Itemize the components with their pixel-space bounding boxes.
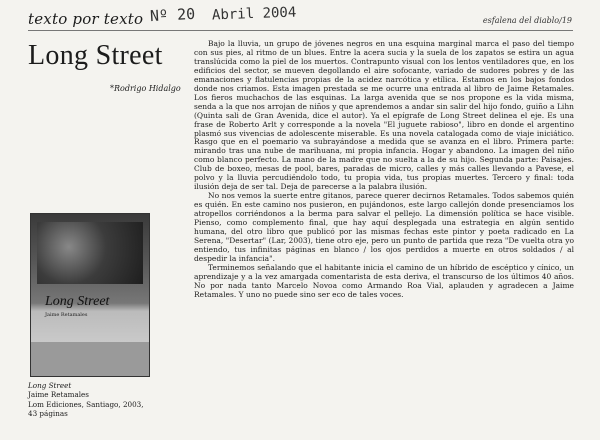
- book-caption: [28, 381, 178, 418]
- article-title: Long Street: [28, 40, 163, 71]
- article-author: *Rodrigo Hidalgo: [110, 84, 181, 93]
- page-folio: esfalena del diablo/19: [482, 16, 572, 25]
- book-cover-band: [31, 342, 149, 376]
- article-paragraph: No nos vemos la suerte entre gitanos, parece querer decirnos Retamales. Todos sabemos quién es quién. En este camino nos pusieron, en pujándonos, este largo callejón donde presenciamos los atropellos corriéndonos a la berma para salvar el pellejo. La dimensión política se hace visible. Pienso, como complemento final, que hay aquí desplegada una estrategia en algún sentido humana, del otro libro que publicó por las mismas fechas este pintor y poeta radicado en La Serena, "Desertar" (Lar, 2003), tiene otro eje, pero un punto de partida que reza "De vuelta otra yo entiendo, tus infinitas páginas en blanco / los ojos perdidos a muerte en otros soldados / al despedir la infancia".: [194, 191, 574, 263]
- caption-line: Jaime Retamales: [28, 390, 89, 400]
- article-body: [194, 40, 574, 436]
- book-cover-image: [30, 213, 150, 377]
- handwritten-issue-number: Nº 20: [149, 4, 196, 26]
- book-cover-subtitle: Jaime Retamales: [45, 312, 88, 318]
- caption-line: 43 páginas: [28, 408, 68, 418]
- article-paragraph: Bajo la lluvia, un grupo de jóvenes negros en una esquina marginal marca el paso del tiempo con sus pies, al ritmo de un blues. Entre la acera sucia y la suela de los zapatos se estira un agua translúcida como la piel de los muertos. Contrapunto visual con los lentos ventiladores que, en los edificios del sector, se mueven degollando el aire sofocante, variado de sudores pobres y de las emanaciones y flatulencias propias de la acidez narcótica y etílica. Estamos en los bajos fondos donde nos criamos. Esta imagen prestada se me ocurre una entrada al libro de Jaime Retamales. Los fieros muchachos de las esquinas. La larga avenida que se nos propone es la vida misma, senda a la que nos arrojan de niños y que aprendemos a andar sin salir del hijo fondo, guiño a Lihn (Quinta sali de Gran Avenida, dice el autor). Ya el epígrafe de Long Street delinea el eje. Es una frase de Roberto Arlt y corresponde a la novela "El juguete rabioso", libro en donde el argentino plasmó sus vivencias de adolescente miserable. Es una novela catalogada como de viaje iniciático. Rasgo que en el poemario va subrayándose a medida que se avanza en el libro. Primera parte: mirando tras una nube de marihuana, mi propia infancia. Hogar y abandono. La imagen del niño como blanco perfecto. La mano de la madre que no suelta a la de su hijo. Segunda parte: Paisajes. Club de boxeo, mesas de pool, bares, paradas de micro, calles y más calles llevando a Pavese, el polvo y la lluvia percudiéndolo todo, tu propia vida, tus propias muertes. Tercero y final: toda ilusión deja de ser tal. Deja de parecerse a la palabra ilusión.: [194, 40, 574, 192]
- header-rule: [28, 30, 573, 31]
- section-title: texto por texto: [28, 10, 144, 28]
- handwritten-date: Abril 2004: [211, 4, 297, 24]
- book-cover-title: Long Street: [45, 294, 110, 309]
- caption-line: Lom Ediciones, Santiago, 2003,: [28, 399, 144, 409]
- book-cover-art: [37, 222, 143, 284]
- caption-line: Long Street: [28, 381, 72, 390]
- article-paragraph: Terminemos señalando que el habitante inicia el camino de un híbrido de escéptico y cínico, un aprendizaje y a la vez amargada comentarista de esta deriva, el transcurso de los últimos 40 años. No por nada tanto Marcelo Novoa como Armando Roa Vial, aplauden y agradecen a Jaime Retamales. Y uno no puede sino ser eco de tales voces.: [194, 262, 574, 299]
